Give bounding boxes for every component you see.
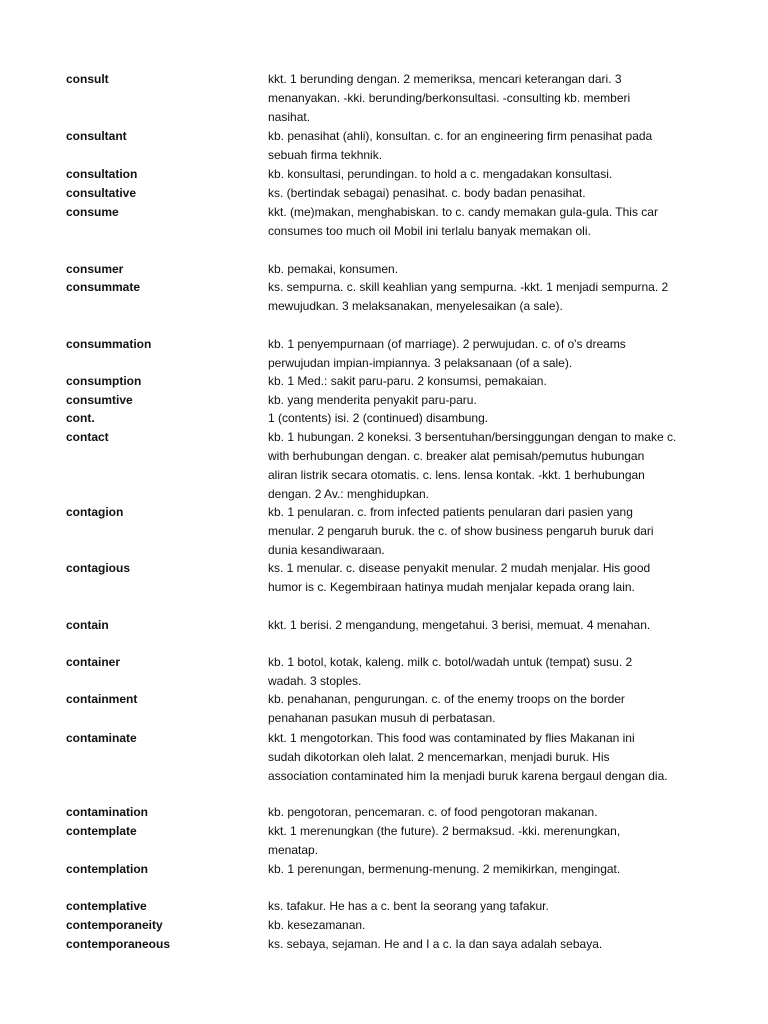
definition-line: mewujudkan. 3 melaksanakan, menyelesaikan (a sale). bbox=[268, 299, 563, 313]
entry-definition bbox=[268, 409, 718, 428]
entry-term: contagious bbox=[66, 561, 131, 575]
entry-definition bbox=[268, 260, 718, 279]
definition-line: kkt. 1 mengotorkan. This food was contaminated by flies Makanan ini bbox=[268, 731, 635, 745]
definition-line: kb. 1 perenungan, bermenung-menung. 2 memikirkan, mengingat. bbox=[268, 862, 621, 876]
entry-definition bbox=[268, 860, 718, 879]
entry-term: contemporaneity bbox=[66, 918, 163, 932]
definition-line: menanyakan. -kki. berunding/berkonsultasi. -consulting kb. memberi bbox=[268, 91, 631, 105]
definition-line: menatap. bbox=[268, 843, 319, 857]
entry-definition bbox=[268, 616, 718, 635]
entry-definition bbox=[268, 70, 718, 127]
entry-term: consultant bbox=[66, 129, 127, 143]
definition-line: kb. penahanan, pengurungan. c. of the enemy troops on the border bbox=[268, 692, 625, 706]
definition-line: sudah dikotorkan oleh lalat. 2 mencemarkan, menjadi buruk. His bbox=[268, 750, 610, 764]
entry-term: contaminate bbox=[66, 731, 137, 745]
definition-line: kb. pengotoran, pencemaran. c. of food pengotoran makanan. bbox=[268, 805, 598, 819]
definition-line: consumes too much oil Mobil ini terlalu banyak memakan oli. bbox=[268, 224, 591, 238]
definition-line: kkt. 1 berunding dengan. 2 memeriksa, mencari keterangan dari. 3 bbox=[268, 72, 622, 86]
definition-line: ks. 1 menular. c. disease penyakit menular. 2 mudah menjalar. His good bbox=[268, 561, 651, 575]
definition-line: nasihat. bbox=[268, 110, 311, 124]
entry-definition bbox=[268, 428, 718, 504]
definition-line: kb. 1 botol, kotak, kaleng. milk c. botol/wadah untuk (tempat) susu. 2 bbox=[268, 655, 633, 669]
entry-definition bbox=[268, 372, 718, 391]
entry-term: contain bbox=[66, 618, 109, 632]
definition-line: ks. sempurna. c. skill keahlian yang sempurna. -kkt. 1 menjadi sempurna. 2 bbox=[268, 280, 669, 294]
entry-definition bbox=[268, 916, 718, 935]
entry-term: consumtive bbox=[66, 393, 133, 407]
definition-line: kkt. 1 berisi. 2 mengandung, mengetahui. 3 berisi, memuat. 4 menahan. bbox=[268, 618, 651, 632]
entry-term: contamination bbox=[66, 805, 149, 819]
definition-line: kb. 1 penyempurnaan (of marriage). 2 perwujudan. c. of o's dreams bbox=[268, 337, 626, 351]
entry-definition bbox=[268, 278, 718, 316]
entry-term: cont. bbox=[66, 411, 95, 425]
entry-term: consultation bbox=[66, 167, 138, 181]
entry-term: consult bbox=[66, 72, 109, 86]
entry-term: consume bbox=[66, 205, 119, 219]
definition-line: aliran listrik secara otomatis. c. lens. lensa kontak. -kkt. 1 berhubungan bbox=[268, 468, 645, 482]
definition-line: 1 (contents) isi. 2 (continued) disambung. bbox=[268, 411, 489, 425]
definition-line: kb. 1 Med.: sakit paru-paru. 2 konsumsi, pemakaian. bbox=[268, 374, 547, 388]
entry-definition bbox=[268, 165, 718, 184]
entry-definition bbox=[268, 653, 718, 691]
entry-definition bbox=[268, 127, 718, 165]
entry-term: container bbox=[66, 655, 121, 669]
entry-definition bbox=[268, 559, 718, 597]
definition-line: humor is c. Kegembiraan hatinya mudah menjalar kepada orang lain. bbox=[268, 580, 635, 594]
definition-line: kkt. 1 merenungkan (the future). 2 bermaksud. -kki. merenungkan, bbox=[268, 824, 621, 838]
definition-line: kb. 1 hubungan. 2 koneksi. 3 bersentuhan/bersinggungan dengan to make c. bbox=[268, 430, 677, 444]
definition-line: ks. sebaya, sejaman. He and I a c. Ia dan saya adalah sebaya. bbox=[268, 937, 603, 951]
definition-line: with berhubungan dengan. c. breaker alat pemisah/pemutus hubungan bbox=[268, 449, 645, 463]
definition-line: dengan. 2 Av.: menghidupkan. bbox=[268, 487, 430, 501]
definition-line: kb. 1 penularan. c. from infected patients penularan dari pasien yang bbox=[268, 505, 633, 519]
definition-line: penahanan pasukan musuh di perbatasan. bbox=[268, 711, 496, 725]
definition-line: perwujudan impian-impiannya. 3 pelaksanaan (of a sale). bbox=[268, 356, 573, 370]
entry-definition bbox=[268, 391, 718, 410]
entry-term: consumption bbox=[66, 374, 142, 388]
entry-definition bbox=[268, 803, 718, 822]
entry-definition bbox=[268, 690, 718, 728]
definition-line: dunia kesandiwaraan. bbox=[268, 543, 385, 557]
entry-term: contemplation bbox=[66, 862, 149, 876]
entry-term: contact bbox=[66, 430, 109, 444]
entry-term: consummate bbox=[66, 280, 141, 294]
definition-line: kb. penasihat (ahli), konsultan. c. for an engineering firm penasihat pada bbox=[268, 129, 653, 143]
definition-line: menular. 2 pengaruh buruk. the c. of show business pengaruh buruk dari bbox=[268, 524, 654, 538]
definition-line: kb. yang menderita penyakit paru-paru. bbox=[268, 393, 477, 407]
entry-term: contemplative bbox=[66, 899, 147, 913]
entry-term: consummation bbox=[66, 337, 152, 351]
definition-line: kb. konsultasi, perundingan. to hold a c. mengadakan konsultasi. bbox=[268, 167, 613, 181]
entry-term: consultative bbox=[66, 186, 137, 200]
definition-line: kb. pemakai, konsumen. bbox=[268, 262, 399, 276]
entry-definition bbox=[268, 935, 718, 954]
entry-definition bbox=[268, 335, 718, 373]
definition-line: wadah. 3 stoples. bbox=[268, 674, 362, 688]
entry-term: contemporaneous bbox=[66, 937, 171, 951]
definition-line: sebuah firma tekhnik. bbox=[268, 148, 383, 162]
definition-line: ks. tafakur. He has a c. bent Ia seorang yang tafakur. bbox=[268, 899, 549, 913]
entry-definition bbox=[268, 203, 718, 241]
entry-term: contagion bbox=[66, 505, 124, 519]
entry-definition bbox=[268, 729, 718, 786]
entry-definition bbox=[268, 184, 718, 203]
entry-definition bbox=[268, 822, 718, 860]
entry-term: contemplate bbox=[66, 824, 137, 838]
entry-definition bbox=[268, 503, 718, 560]
entry-definition bbox=[268, 897, 718, 916]
definition-line: association contaminated him Ia menjadi buruk karena bergaul dengan dia. bbox=[268, 769, 668, 783]
definition-line: kkt. (me)makan, menghabiskan. to c. candy memakan gula-gula. This car bbox=[268, 205, 658, 219]
definition-line: kb. kesezamanan. bbox=[268, 918, 366, 932]
definition-line: ks. (bertindak sebagai) penasihat. c. body badan penasihat. bbox=[268, 186, 586, 200]
entry-term: containment bbox=[66, 692, 138, 706]
entry-term: consumer bbox=[66, 262, 124, 276]
